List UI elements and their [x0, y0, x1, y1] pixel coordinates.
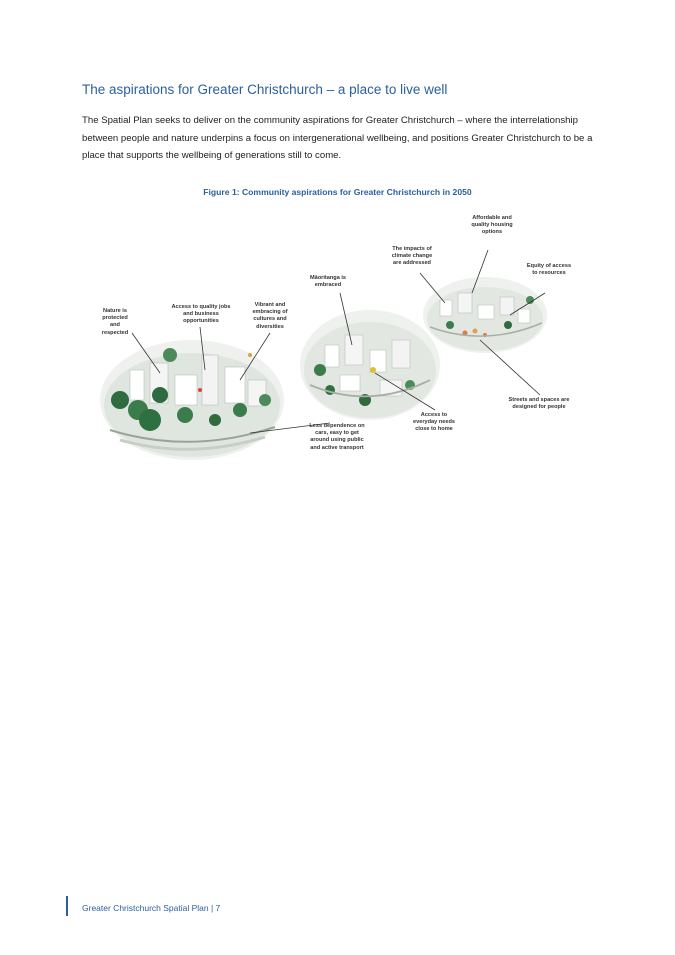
label-maoritanga: Māoritanga is embraced: [309, 275, 347, 289]
label-everyday: Access to everyday needs close to home: [413, 412, 455, 433]
page-footer: Greater Christchurch Spatial Plan | 7: [82, 903, 221, 913]
middle-city-vignette: [300, 310, 440, 420]
label-climate: The impacts of climate change are addressed: [391, 246, 433, 267]
section-heading: The aspirations for Greater Christchurch – a place to live well: [82, 82, 448, 97]
left-city-vignette: [100, 340, 284, 460]
label-cultures: Vibrant and embracing of cultures and diversities: [252, 302, 288, 330]
label-streets: Streets and spaces are designed for people: [508, 397, 570, 411]
intro-paragraph: The Spatial Plan seeks to deliver on the community aspirations for Greater Christchurch – where the interrelationship between people and nature underpins a focus on intergenerational wellbeing, and positions Greater Christchurch to be a place that supports the wellbeing of generations still to come.: [82, 115, 593, 161]
right-city-vignette: [423, 277, 547, 353]
aspirations-illustration: [90, 205, 595, 475]
label-nature: Nature is protected and respected: [101, 308, 129, 336]
figure-caption: Figure 1: Community aspirations for Greater Christchurch in 2050: [203, 187, 472, 197]
label-equity: Equity of access to resources: [526, 263, 572, 277]
label-transport: Less dependence on cars, easy to get around using public and active transport: [309, 423, 365, 451]
footer-accent-bar: [66, 896, 68, 916]
label-housing: Affordable and quality housing options: [471, 215, 513, 236]
label-jobs: Access to quality jobs and business opportunities: [171, 304, 231, 325]
